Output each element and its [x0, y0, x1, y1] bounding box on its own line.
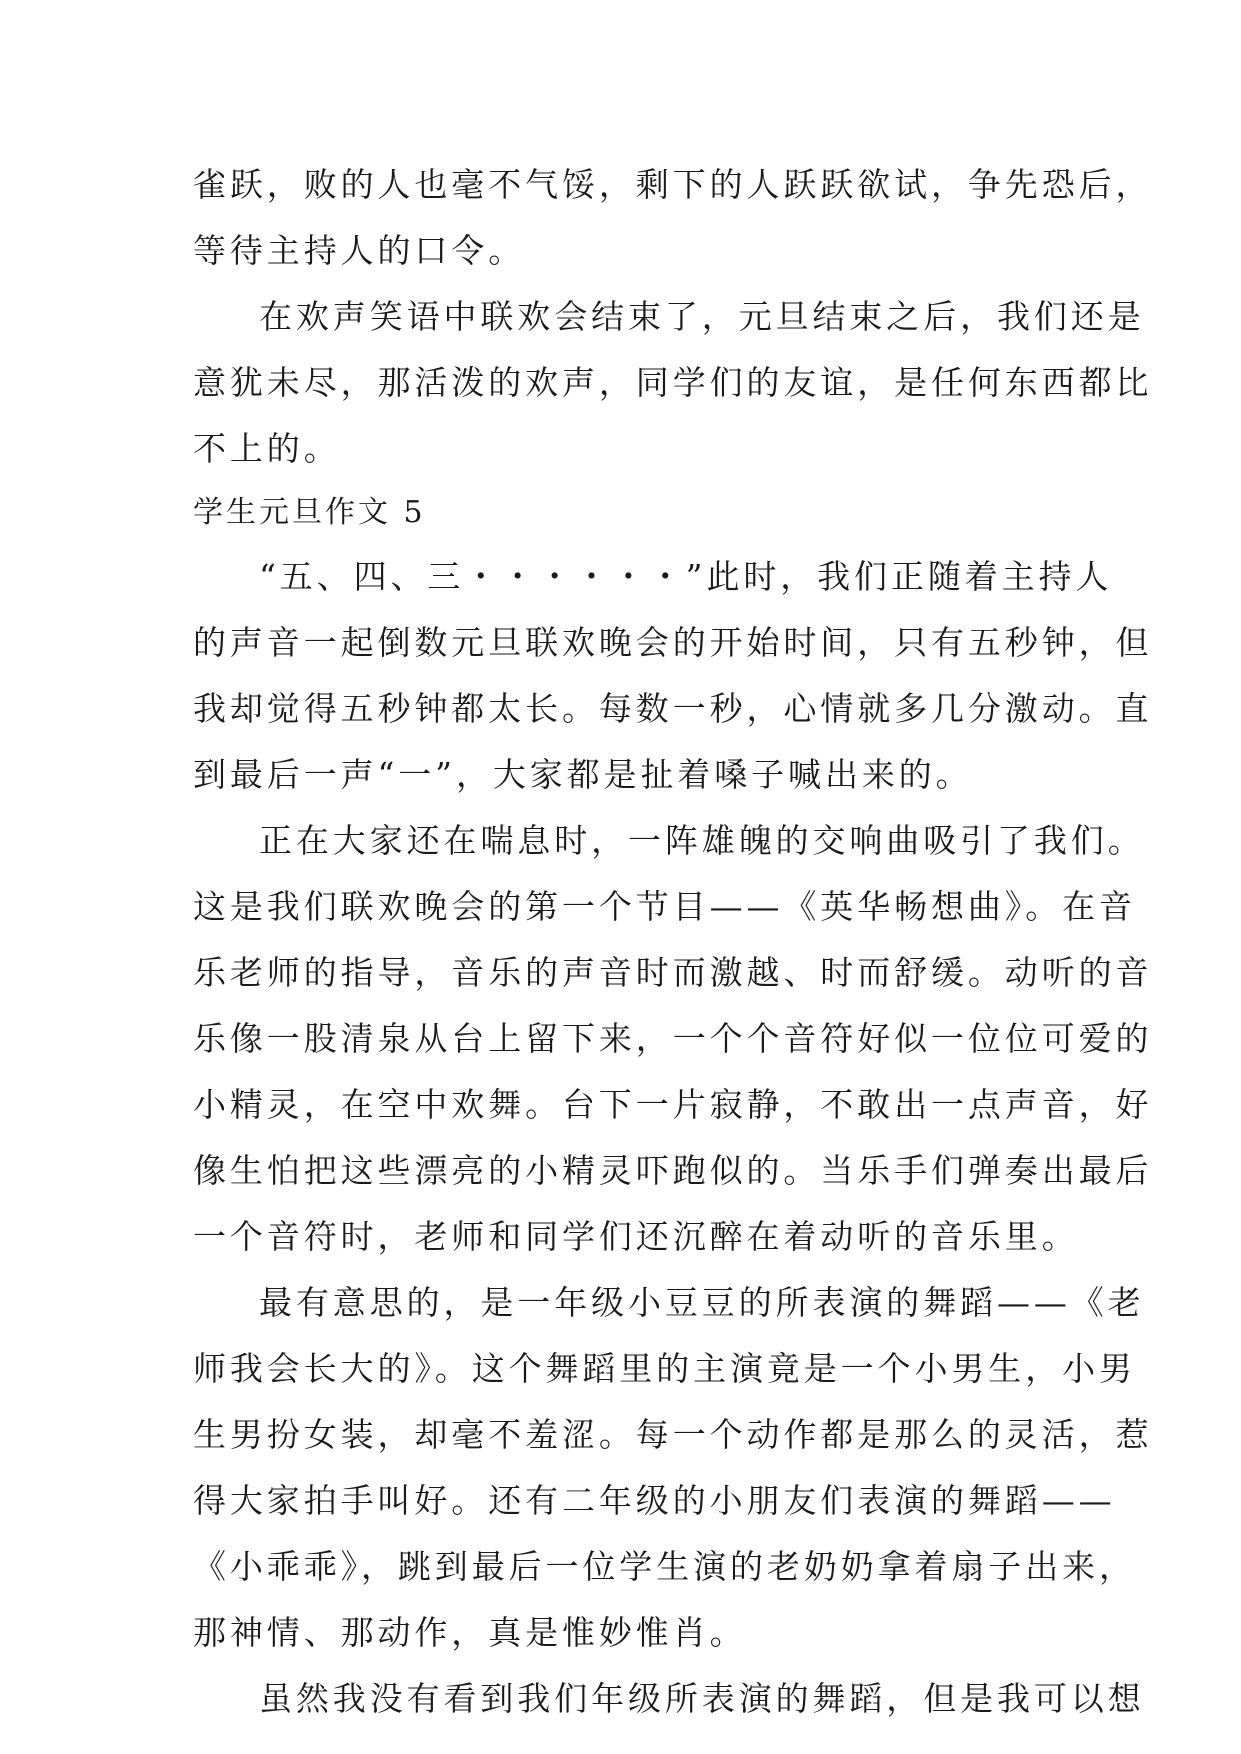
text-line: 乐像一股清泉从台上留下来，一个个音符好似一位位可爱的 [193, 1019, 1153, 1058]
text-line: 的声音一起倒数元旦联欢晚会的开始时间，只有五秒钟，但 [193, 623, 1153, 662]
paragraph-2 [193, 284, 1153, 482]
text-line: 正在大家还在喘息时，一阵雄魄的交响曲吸引了我们。 [259, 821, 1145, 860]
text-line: 最有意思的，是一年级小豆豆的所表演的舞蹈——《老 [259, 1283, 1145, 1322]
text-line: 这是我们联欢晚会的第一个节目——《英华畅想曲》。在音 [193, 887, 1136, 926]
text-line: 得大家拍手叫好。还有二年级的小朋友们表演的舞蹈—— [193, 1481, 1116, 1520]
text-line: 小精灵，在空中欢舞。台下一片寂静，不敢出一点声音，好 [193, 1085, 1153, 1124]
text-line: 不上的。 [193, 429, 341, 468]
text-line: 师我会长大的》。这个舞蹈里的主演竟是一个小男生，小男 [193, 1349, 1136, 1388]
text-line: 等待主持人的口令。 [193, 231, 526, 270]
text-line: 在欢声笑语中联欢会结束了，元旦结束之后，我们还是 [259, 297, 1145, 336]
paragraph-6 [193, 1666, 1145, 1732]
text-line: 那神情、那动作，真是惟妙惟肖。 [193, 1613, 747, 1652]
text-line: 生男扮女装，却毫不羞涩。每一个动作都是那么的灵活，惹 [193, 1415, 1153, 1454]
text-line: 像生怕把这些漂亮的小精灵吓跑似的。当乐手们弹奏出最后 [193, 1151, 1153, 1190]
paragraph-1 [193, 152, 1153, 284]
document-page [193, 152, 1153, 1732]
section-heading: 学生元旦作文 5 [193, 495, 426, 530]
text-line: 乐老师的指导，音乐的声音时而激越、时而舒缓。动听的音 [193, 953, 1153, 992]
text-line: 《小乖乖》，跳到最后一位学生演的老奶奶拿着扇子出来， [193, 1547, 1136, 1586]
text-line: 一个音符时，老师和同学们还沉醉在着动听的音乐里。 [193, 1217, 1079, 1256]
text-line: 我却觉得五秒钟都太长。每数一秒，心情就多几分激动。直 [193, 689, 1153, 728]
paragraph-5 [193, 1270, 1153, 1666]
paragraph-3 [193, 544, 1153, 808]
paragraph-4 [193, 808, 1153, 1270]
text-line: 意犹未尽，那活泼的欢声，同学们的友谊，是任何东西都比 [193, 363, 1153, 402]
text-line: 到最后一声“一”，大家都是扯着嗓子喊出来的。 [193, 755, 973, 794]
text-line: 雀跃，败的人也毫不气馁，剩下的人跃跃欲试，争先恐后， [193, 165, 1153, 204]
text-line: “五、四、三・・・・・・”此时，我们正随着主持人 [259, 557, 1113, 596]
text-line: 虽然我没有看到我们年级所表演的舞蹈，但是我可以想 [259, 1679, 1145, 1718]
